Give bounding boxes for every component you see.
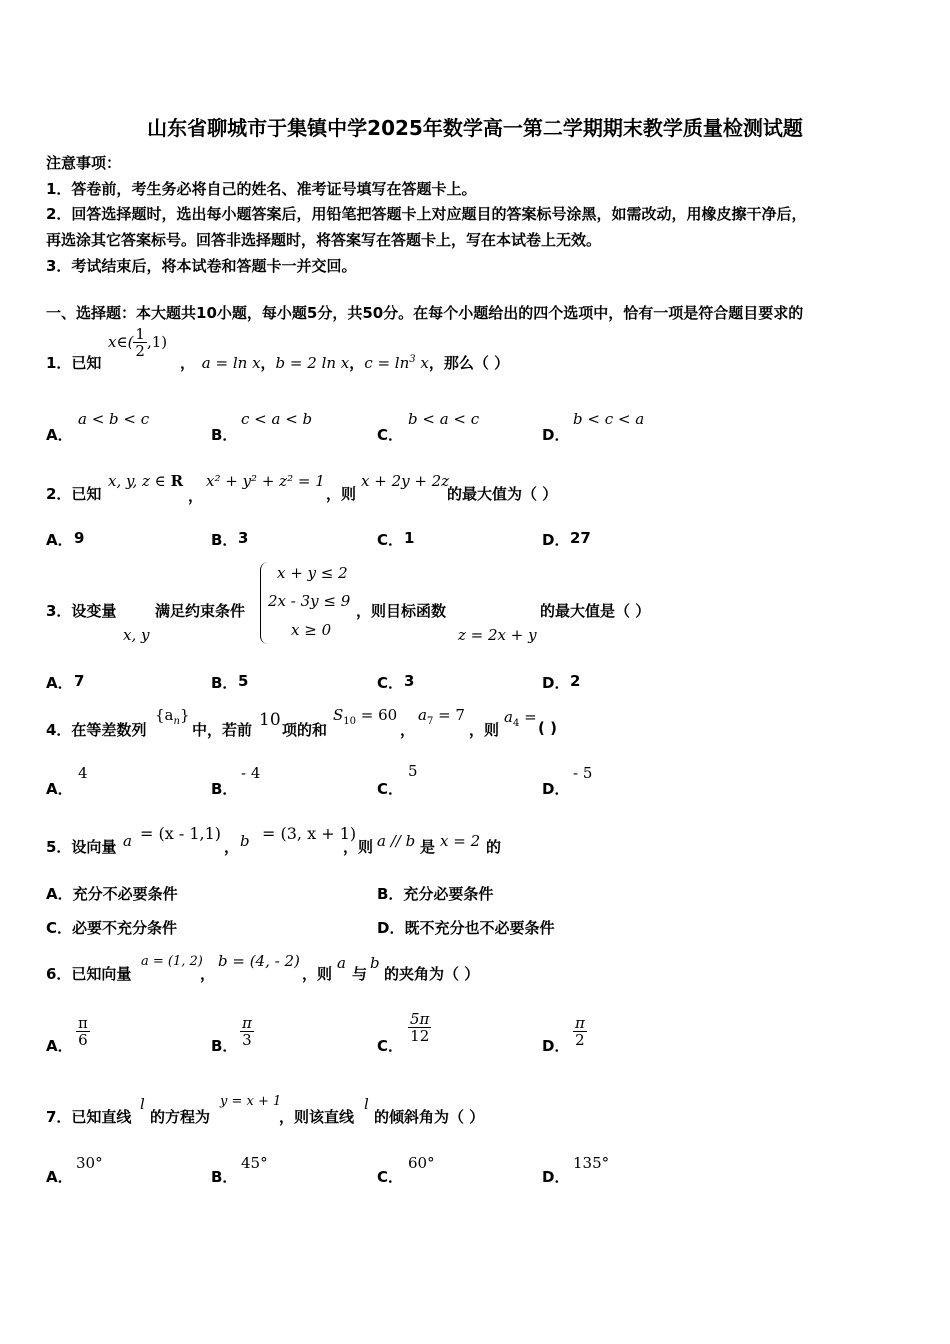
option-label: A． — [46, 426, 73, 444]
term-expr — [418, 706, 465, 727]
option-label: D． — [542, 531, 570, 549]
option-label: C． — [377, 674, 404, 692]
option-value: 4 — [78, 764, 88, 782]
fraction-denominator: 12 — [410, 1027, 430, 1045]
constraint: x ≥ 0 — [291, 621, 332, 639]
question-tail: 的最大值是（ ） — [540, 602, 651, 620]
option-value: a < b < c — [78, 410, 150, 428]
math-expr: S — [333, 706, 344, 724]
vector-a: a — [123, 832, 132, 850]
math-expr: x = 2 — [440, 832, 481, 850]
option-label: C． — [377, 531, 404, 549]
fraction-numerator: 5π — [410, 1010, 430, 1028]
option-label: B． — [211, 674, 238, 692]
sequence-symbol — [155, 706, 190, 727]
separator: ， — [224, 838, 240, 856]
fraction-numerator: 1 — [135, 325, 145, 343]
option-label: C． — [377, 1037, 404, 1055]
option-value: 1 — [404, 529, 415, 547]
option-value: 60° — [408, 1154, 435, 1172]
fraction-denominator: 2 — [575, 1031, 585, 1049]
separator: ， — [400, 721, 416, 739]
q1-defs — [180, 352, 509, 373]
math-expr: x² + y² + z² = 1 — [206, 472, 325, 490]
option-value: 5 — [408, 762, 418, 780]
vector-a: a — [337, 954, 346, 972]
fraction — [408, 1011, 431, 1044]
option-label: D． — [542, 426, 570, 444]
math-expr: a — [418, 706, 427, 724]
option-label: A． — [46, 531, 73, 549]
page-title: 山东省聊城市于集镇中学2025年数学高一第二学期期末教学质量检测试题 — [147, 116, 803, 140]
line-symbol: l — [140, 1095, 145, 1113]
option-value: 45° — [241, 1154, 268, 1172]
question-number: 3．设变量 — [46, 602, 117, 620]
option-value: - 5 — [573, 764, 593, 782]
fraction-numerator: π — [78, 1014, 88, 1032]
math-expr: 10 — [259, 710, 281, 730]
question-text: 的方程为 — [150, 1108, 211, 1126]
math-expr: ,1) — [146, 333, 168, 351]
option-label: D． — [542, 1037, 570, 1055]
fraction-numerator: π — [575, 1014, 585, 1032]
option-value: - 4 — [241, 764, 261, 782]
separator: ， — [180, 354, 196, 372]
option-value: 3 — [404, 672, 415, 690]
math-expr: a // b — [377, 832, 416, 850]
option-value: 135° — [573, 1154, 610, 1172]
fraction — [133, 326, 147, 359]
option-label: A． — [46, 780, 73, 798]
math-expr: = — [519, 708, 537, 726]
question-tail: 的夹角为（ ） — [384, 965, 480, 983]
option-label: C． — [377, 1168, 404, 1186]
math-expr: a = (1, 2) — [141, 954, 203, 969]
vector-b: b — [370, 954, 380, 972]
option-fraction — [573, 1015, 587, 1048]
question-tail: 的最大值为（ ） — [447, 485, 558, 503]
option-value: 30° — [76, 1154, 103, 1172]
math-expr: {a — [155, 706, 174, 724]
math-expr: a = ln x — [201, 354, 261, 372]
sum-expr — [333, 706, 397, 727]
vector-b: b — [240, 832, 250, 850]
separator: ， — [200, 965, 216, 983]
fraction — [76, 1015, 90, 1048]
math-expr: = (3, x + 1) — [262, 824, 357, 843]
math-expr: b = 2 ln x — [275, 354, 350, 372]
constraint: 2x - 3y ≤ 9 — [268, 592, 351, 610]
term-expr — [504, 708, 537, 729]
question-text: ，则该直线 — [279, 1108, 355, 1126]
question-text: 是 — [420, 838, 436, 856]
fraction — [573, 1015, 587, 1048]
option-fraction — [76, 1015, 90, 1048]
option-value: 5 — [238, 672, 249, 690]
notice-item: 1．答卷前，考生务必将自己的姓名、准考证号填写在答题卡上。 — [46, 180, 477, 198]
question-text: 与 — [352, 965, 368, 983]
q2-vars — [108, 472, 183, 490]
math-expr: = 7 — [433, 706, 465, 724]
math-expr: = (x - 1,1) — [140, 824, 222, 843]
math-expr: x, y, z ∈ — [108, 472, 171, 490]
fraction-numerator: π — [242, 1014, 252, 1032]
math-expr: = 60 — [356, 706, 398, 724]
fraction-denominator: 3 — [242, 1031, 252, 1049]
question-number: 5．设向量 — [46, 838, 117, 856]
notice-item: 2．回答选择题时，选出每小题答案后，用铅笔把答题卡上对应题目的答案标号涂黑，如需改动，用橡皮擦干净后， — [46, 205, 807, 223]
math-expr: y = x + 1 — [220, 1094, 282, 1109]
question-number: 4．在等差数列 — [46, 721, 147, 739]
option-value: c < a < b — [241, 410, 313, 428]
option: A．充分不必要条件 — [46, 885, 178, 903]
option-label: A． — [46, 1168, 73, 1186]
option-label: B． — [211, 1037, 238, 1055]
option-label: A． — [46, 674, 73, 692]
subscript: n — [173, 716, 180, 727]
q1-condition — [108, 326, 167, 359]
option-label: D． — [542, 780, 570, 798]
option-fraction — [408, 1011, 431, 1044]
separator: ， — [349, 354, 365, 372]
question-number: 1．已知 — [46, 354, 102, 372]
real-set-symbol: R — [170, 472, 184, 490]
option-label: B． — [211, 1168, 238, 1186]
question-text: 项的和 — [282, 721, 328, 739]
option: C．必要不充分条件 — [46, 919, 178, 937]
question-tail: 的 — [486, 838, 502, 856]
option-value: 7 — [74, 672, 85, 690]
option-value: 3 — [238, 529, 249, 547]
math-expr: c = ln — [364, 354, 410, 372]
notice-item: 3．考试结束后，将本试卷和答题卡一并交回。 — [46, 257, 357, 275]
option: D．既不充分也不必要条件 — [377, 919, 555, 937]
option-label: C． — [377, 780, 404, 798]
option-label: B． — [211, 426, 238, 444]
section-heading: 一、选择题：本大题共10小题，每小题5分，共50分。在每个小题给出的四个选项中，恰有一项是符合题目要求的 — [46, 304, 804, 322]
option-label: D． — [542, 1168, 570, 1186]
math-expr: x, y — [123, 626, 150, 644]
question-number: 2．已知 — [46, 485, 102, 503]
option-label: B． — [211, 531, 238, 549]
question-text: ，则 — [302, 965, 333, 983]
option-value: 2 — [570, 672, 581, 690]
line-symbol: l — [364, 1095, 369, 1113]
notice-heading: 注意事项： — [46, 154, 122, 172]
math-expr: b = (4, - 2) — [218, 952, 300, 970]
option: B．充分必要条件 — [377, 885, 494, 903]
math-expr: x — [415, 354, 429, 372]
constraint: x + y ≤ 2 — [277, 564, 348, 582]
option-label: D． — [542, 674, 570, 692]
question-text: 中，若前 — [192, 721, 253, 739]
question-number: 6．已知向量 — [46, 965, 132, 983]
math-expr: z = 2x + y — [458, 626, 537, 644]
answer-bracket: ( ) — [538, 719, 557, 737]
question-tail: ，那么（ ） — [428, 354, 510, 372]
question-text: ，则 — [343, 838, 374, 856]
subscript: 10 — [343, 716, 357, 727]
option-fraction — [240, 1015, 254, 1048]
fraction-denominator: 6 — [78, 1031, 88, 1049]
separator: ， — [260, 354, 276, 372]
math-expr: x + 2y + 2z — [361, 472, 450, 490]
option-label: C． — [377, 426, 404, 444]
option-value: b < c < a — [573, 410, 645, 428]
subscript: 4 — [512, 718, 520, 729]
question-1-stem — [46, 352, 101, 373]
separator: ， — [188, 487, 204, 505]
option-label: B． — [211, 780, 238, 798]
math-expr: a — [504, 708, 513, 726]
notice-item: 再选涂其它答案标号。回答非选择题时，将答案写在答题卡上，写在本试卷上无效。 — [46, 231, 602, 249]
math-expr: } — [179, 706, 190, 724]
fraction — [240, 1015, 254, 1048]
option-value: 27 — [570, 529, 591, 547]
question-tail: 的倾斜角为（ ） — [374, 1108, 485, 1126]
option-value: 9 — [74, 529, 85, 547]
question-text: ，则 — [326, 485, 357, 503]
math-expr: x∈( — [108, 333, 134, 351]
question-text: ，则 — [469, 721, 500, 739]
question-text: ，则目标函数 — [356, 602, 447, 620]
option-value: b < a < c — [408, 410, 480, 428]
option-label: A． — [46, 1037, 73, 1055]
question-text: 满足约束条件 — [155, 602, 246, 620]
subscript: 7 — [426, 716, 434, 727]
superscript: 3 — [409, 354, 416, 365]
question-number: 7．已知直线 — [46, 1108, 132, 1126]
fraction-denominator: 2 — [135, 342, 145, 360]
